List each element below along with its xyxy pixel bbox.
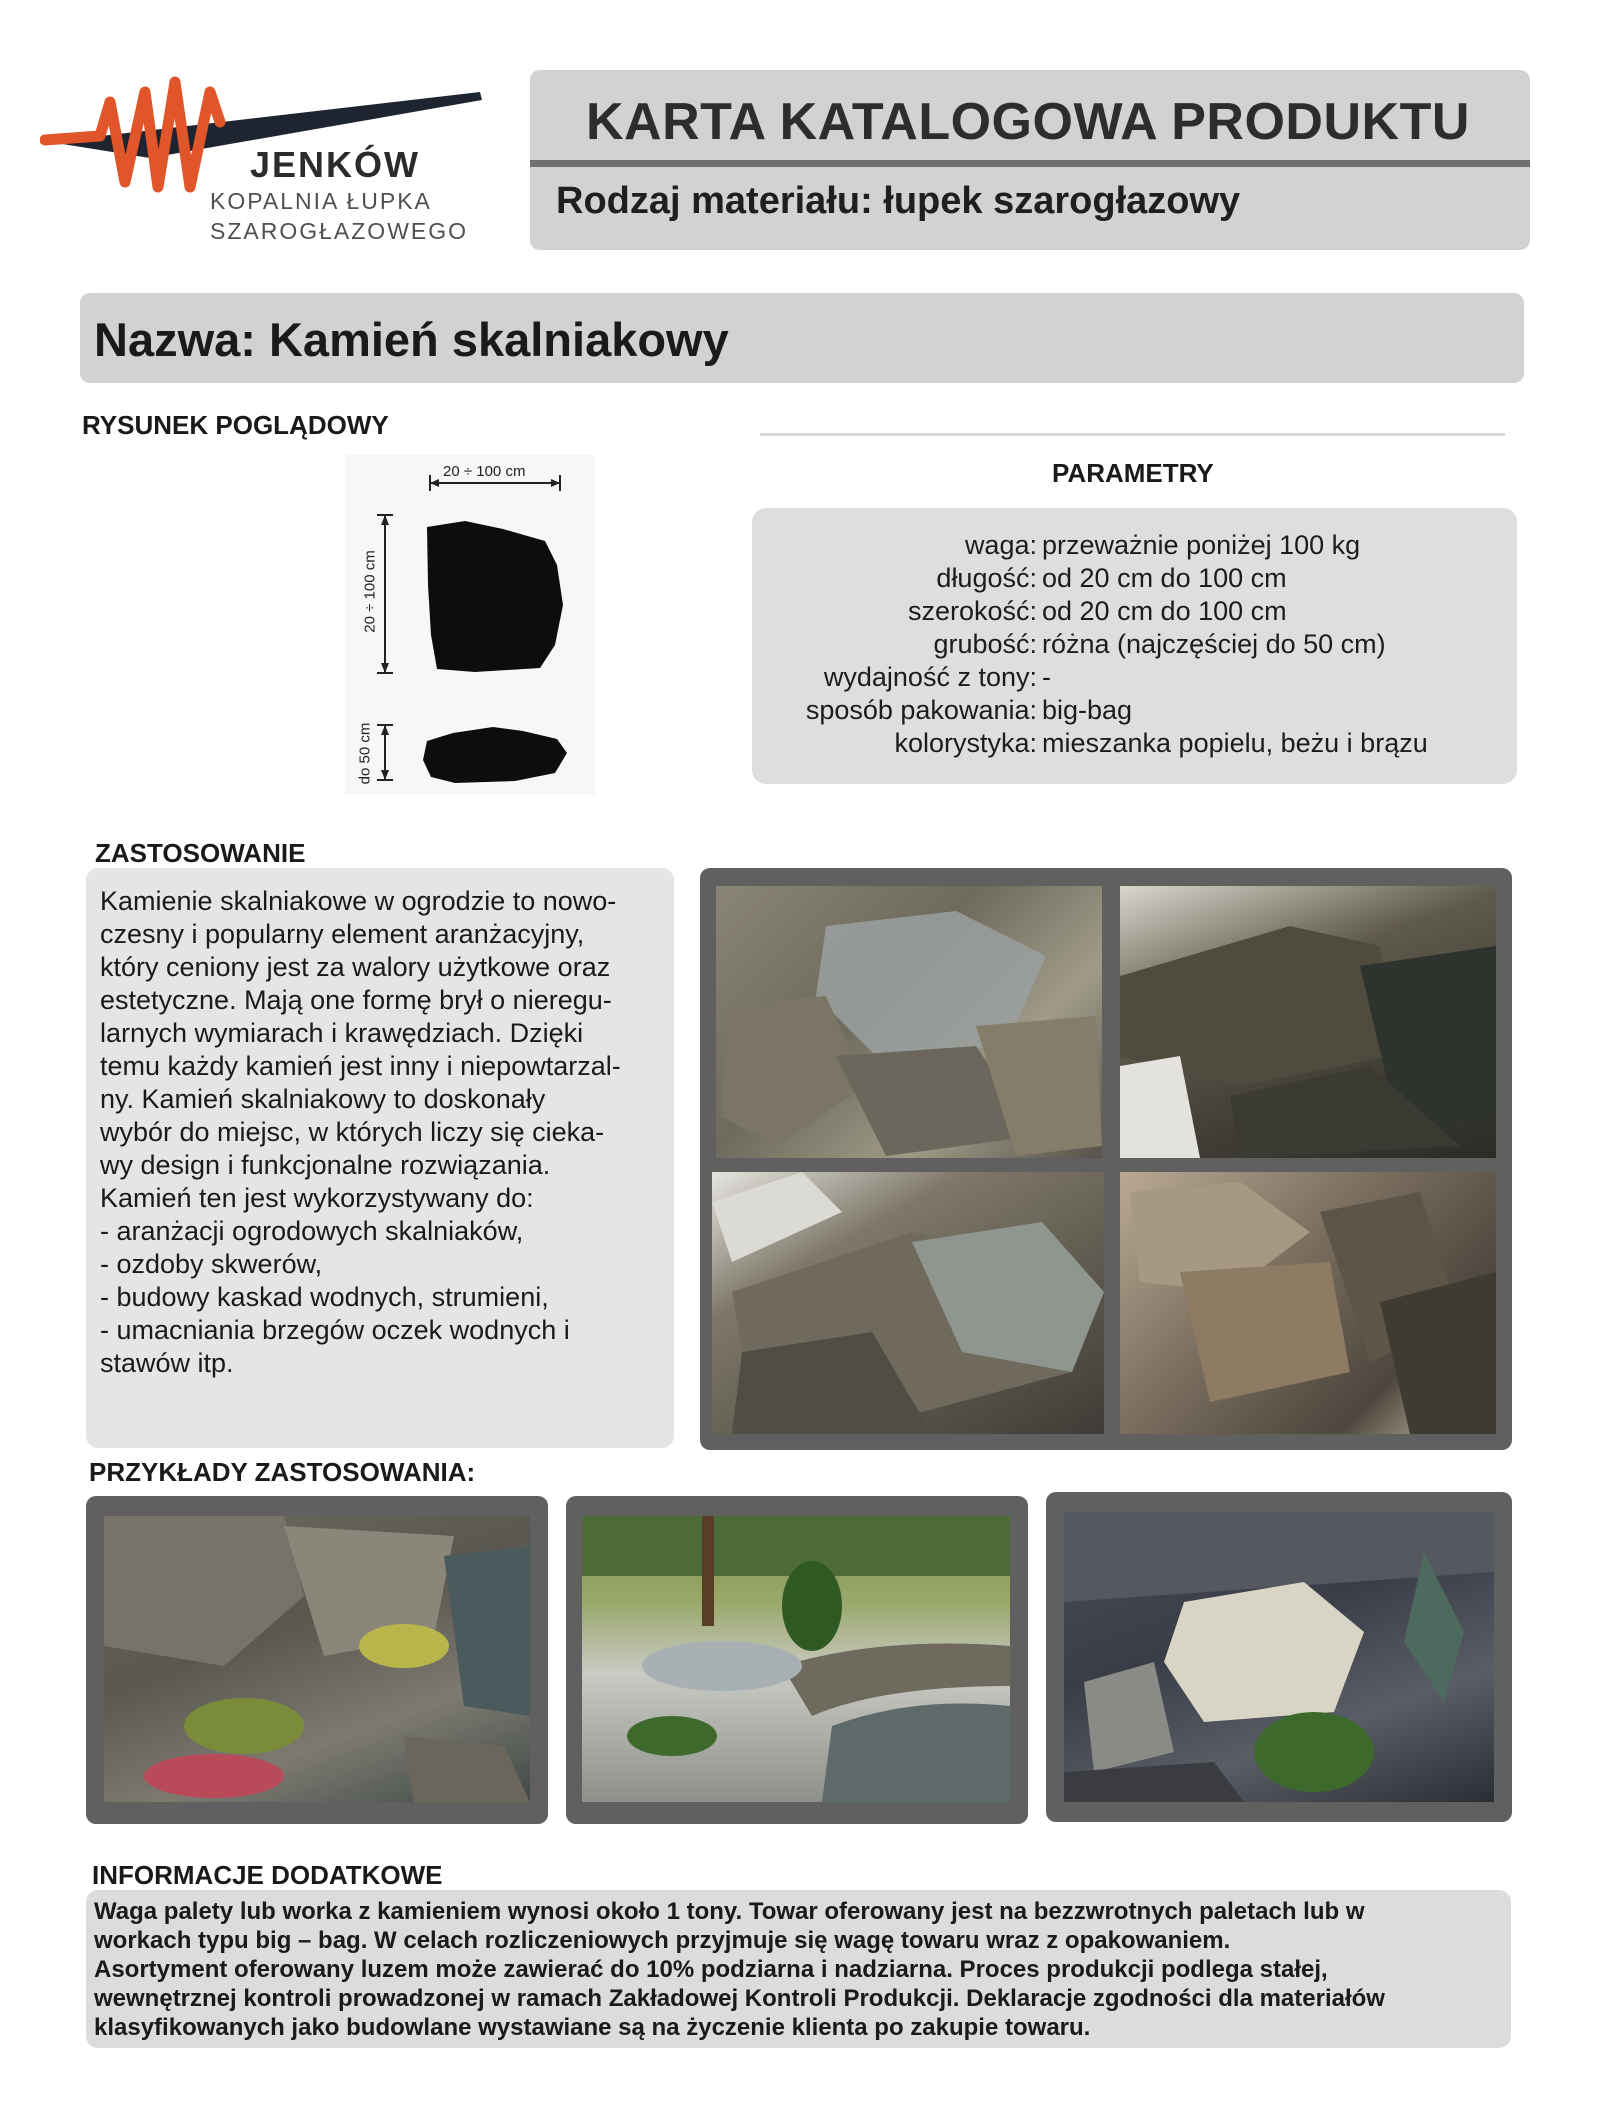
parameter-label: waga: [964,530,1037,560]
garden-stream-image [582,1516,1010,1802]
example-garden-stream-photo [582,1516,1010,1802]
parameter-value: big-bag [1042,695,1133,725]
info-line: workach typu big – bag. W celach rozliczeniowych przyjmuje się wagę towaru wraz z opakowaniem. [94,1927,1231,1954]
usage-line: - budowy kaskad wodnych, strumieni, [100,1282,549,1312]
product-photo-4 [1120,1172,1496,1434]
parameter-value: przeważnie poniżej 100 kg [1042,530,1361,560]
info-line: Asortyment oferowany luzem może zawierać do 10% podziarna i nadziarna. Proces produkcji podlega stałej, [94,1956,1328,1983]
product-photo-1 [716,886,1102,1158]
stone-bag-image [1120,886,1496,1158]
page-title: KARTA KATALOGOWA PRODUKTU [586,93,1470,151]
product-name-bar [80,293,1524,383]
thickness-dimension-label: do 50 cm [356,722,374,785]
usage-line: estetyczne. Mają one formę brył o nieregu- [100,985,612,1015]
parameters-divider [760,433,1505,436]
parameter-label: kolorystyka: [894,728,1037,758]
parameter-value: mieszanka popielu, beżu i brązu [1042,728,1428,758]
parameter-row-weight [752,530,1517,563]
parameter-row-width [752,596,1517,629]
usage-line: wybór do miejsc, w których liczy się cieka- [100,1117,605,1147]
usage-line: - aranżacji ogrodowych skalniaków, [100,1216,524,1246]
usage-line: - umacniania brzegów oczek wodnych i [100,1315,570,1345]
info-box [86,1890,1511,2048]
examples-section-title: PRZYKŁADY ZASTOSOWANIA: [89,1457,476,1487]
usage-line: wy design i funkcjonalne rozwiązania. [100,1150,551,1180]
header-box [530,70,1530,250]
usage-text-box [86,868,674,1448]
parameter-label: sposób pakowania: [805,695,1037,725]
usage-line: - ozdoby skwerów, [100,1249,323,1279]
info-line: wewnętrznej kontroli prowadzonej w ramach Zakładowej Kontroli Produkcji. Deklaracje zgodności dla materiałów [94,1985,1385,2012]
material-type: Rodzaj materiału: łupek szarogłazowy [556,180,1241,222]
usage-line: Kamienie skalniakowe w ogrodzie to nowo- [100,886,617,916]
company-logo [40,62,520,252]
parameter-value: od 20 cm do 100 cm [1042,596,1287,626]
dimension-diagram [345,455,595,795]
parameter-label: grubość: [933,629,1037,659]
drawing-section-title: RYSUNEK POGLĄDOWY [82,410,389,440]
product-photo-frame [700,868,1512,1450]
example-boulder-photo [1064,1512,1494,1802]
boulder-garden-image [1064,1512,1494,1802]
parameters-box [752,508,1517,784]
logo-name: JENKÓW [250,144,421,185]
usage-line: temu każdy kamień jest inny i niepowtarzal- [100,1051,621,1081]
parameter-row-colour [752,728,1517,761]
example-rock-garden-photo [104,1516,530,1802]
usage-line: larnych wymiarach i krawędziach. Dzięki [100,1018,584,1048]
example-photo-frame-2 [566,1496,1028,1824]
parameter-row-length [752,563,1517,596]
product-photo-3 [712,1172,1104,1434]
example-photo-frame-1 [86,1496,548,1824]
parameter-label: długość: [936,563,1037,593]
usage-line: stawów itp. [100,1348,234,1378]
logo-subtitle-line2: SZAROGŁAZOWEGO [210,218,469,244]
height-dimension-label: 20 ÷ 100 cm [361,550,379,633]
usage-section-title: ZASTOSOWANIE [95,838,306,868]
logo-subtitle-line1: KOPALNIA ŁUPKA [210,188,432,214]
parameter-value: od 20 cm do 100 cm [1042,563,1287,593]
width-dimension-label: 20 ÷ 100 cm [443,463,526,480]
info-line: Waga palety lub worka z kamieniem wynosi około 1 tony. Towar oferowany jest na bezzwrotnych paletach lub w [94,1898,1365,1925]
usage-line: który ceniony jest za walory użytkowe oraz [100,952,611,982]
header-divider [530,160,1530,167]
product-name: Nazwa: Kamień skalniakowy [94,313,729,366]
info-section-title: INFORMACJE DODATKOWE [92,1860,443,1890]
parameter-row-thickness [752,629,1517,662]
parameters-title: PARAMETRY [1052,458,1214,488]
example-photo-frame-3 [1046,1492,1512,1822]
parameter-value: różna (najczęściej do 50 cm) [1042,629,1386,659]
product-photo-2 [1120,886,1496,1158]
parameter-row-yield [752,662,1517,695]
usage-line: Kamień ten jest wykorzystywany do: [100,1183,534,1213]
usage-line: ny. Kamień skalniakowy to doskonały [100,1084,546,1114]
rock-garden-image [104,1516,530,1802]
stone-pile-image [716,886,1102,1158]
stone-dimension-drawing [345,455,595,795]
stone-sack-image [712,1172,1104,1434]
parameter-label: wydajność z tony: [823,662,1037,692]
stone-heap-image [1120,1172,1496,1434]
parameter-label: szerokość: [907,596,1037,626]
info-line: klasyfikowanych jako budowlane wystawiane są na życzenie klienta po zakupie towaru. [94,2014,1091,2041]
usage-line: czesny i popularny element aranżacyjny, [100,919,585,949]
parameter-row-packaging [752,695,1517,728]
parameter-value: - [1042,662,1051,692]
